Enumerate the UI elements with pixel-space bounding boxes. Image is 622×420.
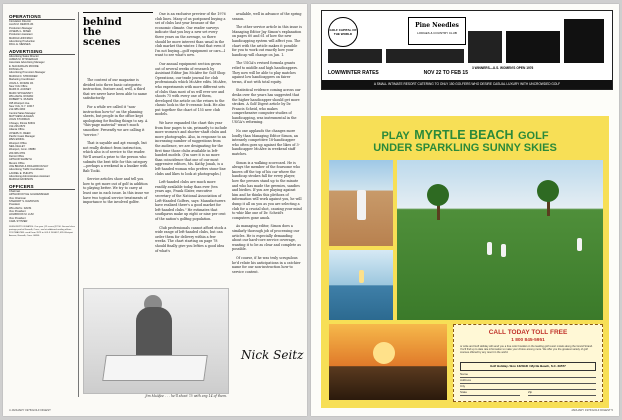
coupon-title: CALL TODAY TOLL FREE: [488, 329, 568, 336]
rates-banner: [328, 66, 468, 79]
article-paragraph: The other service article in this issue is Managing Editor Jay Simon's explanation on pages 60 and 61 of how the new handicapping system will affect you. The chart with the article makes it possible for you to work out exactly how your handicap will change on Jan. 1.: [232, 25, 302, 57]
subscription-fine-print: SUBSCRIPTION RATES: One year (12 issues) $7.50. Second class postage paid at Norwalk, Conn., and at additional mailing offices. POSTMASTER: send Form 3579 to GOLF DIGEST, 495 Westport Avenue, Norwalk, Conn. 06856.: [9, 226, 75, 237]
golf-course-photo: [397, 160, 603, 320]
left-page: [3, 4, 307, 416]
article-paragraph: One is an exclusive preview of the 1976 club lines. Many of us postponed buying a set of clubs last year because of the economic climate. Our reader surveys indicate that you buy a new set every three years on the average, so there should be more interest than usual in the club market this winter. I find that even if I'm not buying—golf equipment or cars—I want to see what's new.: [155, 12, 226, 58]
advertising-heading: ADVERTISING: [9, 49, 75, 55]
officers-list: [9, 190, 75, 223]
masthead-line: ARTHUR SHWETH: [9, 158, 32, 162]
masthead-line: 212-986-3360: [9, 108, 26, 112]
masthead-line: Central Sales Manager: [9, 111, 36, 115]
golfer-figure: [357, 190, 366, 220]
masthead-line: JOHN STURMAN: [9, 118, 30, 122]
pine-needles-ad: [321, 10, 613, 90]
masthead-line: WES EWING: [9, 138, 25, 142]
article-column-1: [83, 78, 150, 209]
masthead-line: MATTHEW HUGHES: [9, 114, 34, 118]
masthead-line: STEWART S. DAVIDSON: [9, 199, 39, 203]
advertising-list: [9, 55, 75, 182]
column-divider: [78, 12, 79, 397]
masthead-line: President: [9, 203, 20, 207]
masthead-line: New York Office: [9, 84, 28, 88]
open-magazine: [102, 355, 208, 381]
page-footer-left: 4 JANUARY 1976/GOLF DIGEST: [9, 408, 51, 412]
golf-capital-seal: GOLF CAPITAL OF THE WORLD: [328, 17, 358, 47]
coupon-field-zip[interactable]: Zip: [528, 389, 596, 396]
article-paragraph: As managing editor, Simon does a similarly thorough job of processing our articles. He is especially demanding about our hard-core service coverage, wanting it to be as clear and complete as possible.: [232, 224, 301, 252]
tree: [427, 184, 449, 206]
masthead-line: Detroit Office: [9, 155, 25, 159]
headline-place: MYRTLE BEACH: [414, 128, 514, 142]
author-signature: Nick Seitz: [241, 348, 304, 362]
masthead-line: Marketing Coordinator: [9, 78, 35, 82]
masthead-line: MARCIA D. STRODDER: [9, 74, 38, 78]
resort-name: Pine Needles: [415, 22, 459, 29]
article-paragraph: For a while we called it "non-instruction how-to" on the planning sheets, but people in the office kept apologizing for finding things to say. A "this-page material" wasn't much smoother. Presently we are calling it "service.": [83, 104, 148, 137]
masthead-line: Pacific Coast Manager: [9, 135, 36, 138]
article-paragraph: Service articles show and tell you how to get more out of golf in addition to playing better. We try to carry at least one in each issue. In this issue we have two topical service treatments of importance to the involved golfer.: [83, 177, 149, 205]
masthead-line: HOLBROOK M. LUM: [9, 213, 34, 217]
article-paragraph: Simon is a walking scorecard. He is always the member of the foursome who knows off the top of his car where the handicap strokes fall for every player, how the presses stand up to the minute and who has made the greenies, sandies and birdies. If you are playing against him and he thinks this plethora of information will work against you, he will dump it all on you as you are selecting a club for a crucial shot, causing your mind to whir like one of Dr. Scheid's computers gone amok.: [232, 160, 302, 220]
page-footer-right: JANUARY 1976/GOLF DIGEST 5: [571, 408, 613, 412]
tree: [537, 180, 559, 202]
resort-subtitle: LODGES & COUNTRY CLUB: [417, 31, 457, 35]
masthead-line: WILLIAM E. ROMAN: [9, 94, 34, 98]
article-paragraph: Club professionals cannot afford stock a wide range of left-handed clubs, but can order them for delivery within a few weeks. The chart starting on page 78 should finally give you lefties a good idea of what's: [155, 225, 227, 253]
article-paragraph: Our annual equipment section grows out of several weeks of research by Assistant Editor Jim McAfee for Golf Shop Operations, our trade journal for club professionals which McAfee edits. McAfee, who experiments with more different sets of clubs than most of us will ever see and shoots 75 with every one of them, developed the article on the return to the classic look in the 8-ceramic look. He also put together the chart of 155 new club models.: [155, 61, 227, 117]
coupon-field-city[interactable]: City: [460, 383, 596, 390]
article-paragraph: No one applauds the changes more loudly than Managing Editor Simon, an intensely competitive 18-handicapper who often goes up against the likes of 3-handicapper McAfee in weekend staff matches.: [232, 129, 300, 157]
article-paragraph: Left-handed clubs are much more readily available today than ever (ten years ago, Frank Slater, executive secretary of the National Association of Left-Handed Golfers, says: Manufacturers have realized there's a good market for left-handed clubs." He estimates that southpaws make up eight or nine per cent of the nation's golfing population.: [155, 180, 226, 221]
masthead-line: JAMES M. FITZGERALD: [9, 58, 39, 62]
masthead-line: New York, N.Y. 10017: [9, 104, 35, 108]
ad-photo-4: [506, 31, 560, 63]
article-paragraph: Of course, if he was truly scrupulous he'd relate his anticipations in a catchier name for our non-instruction how-to service content.: [232, 255, 301, 274]
masthead-line: Vice President: [9, 216, 26, 220]
masthead-line: Advertising Production: [9, 40, 35, 44]
beach-photo: [329, 250, 393, 320]
rates-label: LOW/WINTER RATES: [328, 69, 379, 76]
rates-dates: NOV 22 TO FEB 15: [423, 69, 468, 76]
masthead-line: Advertising Sales Director: [9, 54, 39, 58]
masthead-line: JOHN A. DORAN JR.: [9, 81, 34, 85]
masthead-line: Advertising Traffic Coordinator: [9, 168, 44, 172]
masthead-line: PAUL E. MENNES: [9, 43, 31, 47]
coupon-field-address[interactable]: Address: [460, 377, 596, 384]
masthead-line: 312-236-0670: [9, 124, 26, 128]
ad-photo-3: [468, 31, 502, 63]
title-line-3: scenes: [83, 37, 121, 48]
order-coupon: [453, 324, 603, 402]
masthead-line: ROBERT S. RUMAN: [9, 98, 34, 102]
masthead-line: CARL STITZER: [9, 219, 28, 223]
sunset-photo: [329, 324, 447, 400]
article-title: [83, 12, 153, 48]
masthead-line: Circulation Director: [9, 20, 32, 23]
article-paragraph: The USGA's revised formula grants relief to middle and high handicappers. They now will be able to play matches against low handicappers on fairer terms, if not with total equity.: [232, 61, 299, 84]
headline-golf: GOLF: [517, 130, 549, 142]
coupon-field-name[interactable]: Name: [460, 371, 596, 378]
right-page: [311, 4, 619, 416]
headline-play: PLAY: [381, 130, 410, 142]
beach-figure: [359, 270, 364, 283]
ad-photo-1: [328, 49, 382, 63]
article-paragraph: We have expanded the chart this year from four pages to six, primarily to include more women's and shorter-shaft clubs and more photographs. Also, in response to an increasing number of suggestions from the audience, we are designating for the first time those clubs available in left-handed models. (I'm sure it is no more than coincidence that one of our most aggressive editors, Ms. Kathy Jonah, is a left-handed woman who prefers stone-line clubs and likes to look at photographs.): [155, 121, 227, 176]
ad-subheadline: UNDER SPARKLING SUNNY SKIES: [373, 142, 557, 154]
editor-photo: [83, 288, 229, 394]
article-paragraph: That is sayable and apt enough, but not really distinct from instruction, which also is of service to the reader. We'll award a prize to the person who submits the best title for this category—perhaps a weekend in a bunker with Bab Tooki.: [83, 141, 148, 173]
article-column-3: [232, 12, 302, 278]
masthead-line: MARK R. AUDNEY: [9, 88, 32, 92]
title-line-2: the: [83, 27, 102, 38]
masthead-line: MARC SPOLENSKY: [9, 91, 34, 95]
masthead-line: NEIL KELLEY: [9, 145, 26, 149]
masthead-line: JOSEPH L. MISEK: [9, 30, 32, 34]
golfer-on-green: [487, 242, 492, 255]
masthead-line: 495 Westport Ave.: [9, 101, 31, 105]
masthead-line: MARCIA HOFFMAN: [9, 36, 33, 40]
operations-list: [9, 20, 75, 47]
coupon-address-header: Golf Holiday / Box 1323GD / Myrtle Beach, S.C. 29577: [460, 362, 596, 371]
masthead-line: JOSEPH K. REED: [9, 131, 31, 135]
golfer-on-green: [577, 238, 582, 251]
masthead-line: Advertising Promotion Manager: [9, 71, 46, 75]
ad-photo-2: [386, 49, 464, 63]
myrtle-beach-ad: [321, 116, 609, 408]
article-column-2: [155, 12, 227, 257]
masthead-line: Chicago, Illinois 60601: [9, 121, 36, 125]
masthead-line: Production Manager: [9, 26, 33, 30]
masthead-line: Advertising Administrative Assistant: [9, 175, 50, 179]
title-line-1: behind: [83, 17, 122, 28]
coupon-phone: 1 800 845-5951: [511, 338, 545, 343]
masthead-line: JOE BRAND & RICHARD DUSAY: [9, 165, 49, 169]
winners-note: 3 WINNERS—U.S. WOMEN'S OPEN 1976: [472, 66, 534, 70]
masthead-line: ALAN M. DEROS JR.: [9, 23, 34, 27]
masthead-line: Atlanta Office: [9, 128, 25, 132]
masthead-line: Westport Office: [9, 141, 27, 145]
ad-photo-5: [564, 19, 604, 63]
article-paragraph: available, well in advance of the spring season.: [232, 12, 302, 21]
pine-needles-logo: [408, 17, 466, 45]
officers-heading: OFFICERS: [9, 184, 75, 190]
masthead-line: MARCIA DAVIDSON: [9, 178, 34, 182]
operations-heading: OPERATIONS: [9, 14, 75, 20]
photo-caption: Jim McAfee . . . he'll shoot 75 with any 14 of them.: [145, 394, 227, 398]
ad-bottom-strip: A SMALL INTIMATE RESORT CATERING TO ONLY 150 GOLFERS WHO DESIRE CASUAL LUXURY WITH UNCROWDED GOLF: [322, 80, 612, 89]
golfer-on-green: [501, 244, 506, 257]
masthead-line: Associate Advertising Manager: [9, 61, 45, 65]
masthead-line: WILLIAM H. DAVIS: [9, 206, 32, 210]
sun: [373, 342, 395, 364]
masthead-line: 203-966-3781: [9, 151, 26, 155]
coupon-text: or write and Golf Holiday will send you a free color booklet on the leading golf resort motels along the Grand Strand. You'll find up to date rate information to make your choice among more. We offer you the greatest variety of golf courses offered by any resort in the world.: [460, 345, 593, 355]
article-paragraph: The content of our magazine is divided into three basic categories: instruction, feature and, well, a third that we never have been able to name satisfactorily.: [83, 78, 147, 101]
masthead-line: E. MACFARLAN MOORE: [9, 64, 39, 68]
masthead-line: Vice President: [9, 209, 26, 213]
masthead-line: Chairman: [9, 189, 21, 193]
masthead: [9, 12, 75, 237]
masthead-line: Production Assistant: [9, 33, 33, 37]
article-paragraph: Statistical evidence coming across our desks over the years has suggested that the higher handicapper should get more strokes. A Golf Digest article by Dr. Francis Scheid, who makes comprehensive computer studies of handicapping, was instrumental in the USGA's reforming.: [232, 88, 301, 125]
masthead-line: ARTHUR DOYLE GULDENSIGER: [9, 193, 49, 197]
coupon-field-state[interactable]: State: [460, 389, 520, 396]
masthead-line: Mexico Office: [9, 161, 25, 165]
golfer-photo: [329, 160, 393, 246]
masthead-line: Westport, Conn. 06880: [9, 148, 36, 152]
masthead-line: DON ELLIN: [9, 68, 23, 72]
masthead-line: LAUREL E. PHILIPS: [9, 171, 33, 175]
masthead-line: Vice Chairman: [9, 196, 26, 200]
